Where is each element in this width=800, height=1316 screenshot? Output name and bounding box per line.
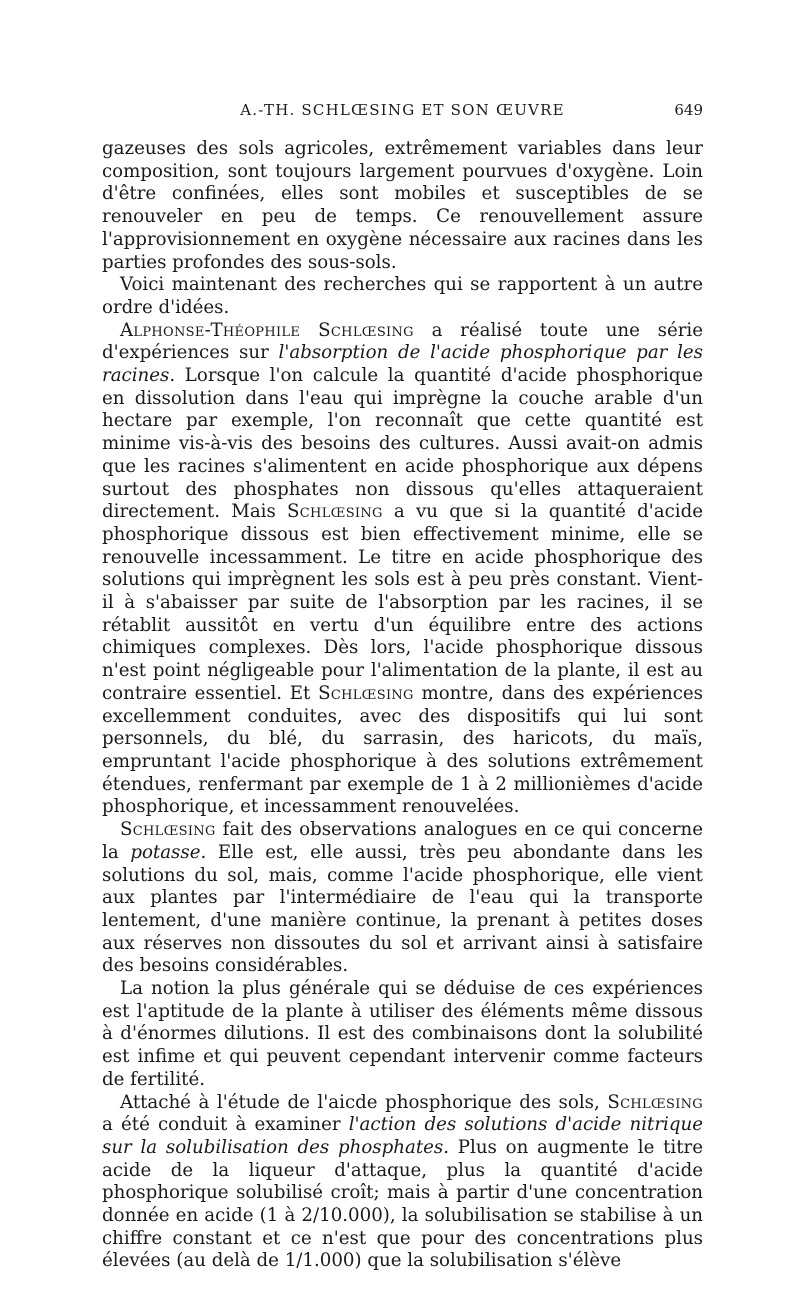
- paragraph-6-text-3: Plus on augmente le titre acide de la liqueur d'attaque, plus la quantité d'acide phosphorique solubilisé croît; mais à partir d'une concentration donnée en acide (1 à 2/10.000), la solubilisation se stabilise à un chiffre constant et ce n'est que pour des concentrations plus élevées (au delà de 1/1.000) que la solubilisation s'élève: [102, 1136, 703, 1272]
- paragraph-4-text-1: fait des observations analogues en ce qui concerne la: [102, 819, 703, 863]
- paragraph-1: [102, 138, 703, 274]
- paragraph-6-text-1: Attaché à l'étude de l'aicde phosphorique des sols,: [120, 1091, 608, 1113]
- paragraph-4-text-2: Elle est, elle aussi, très peu abondante dans les solutions du sol, mais, comme l'acide phosphorique, elle vient aux plantes par l'intermédiaire de l'eau qui la transporte lentement, d'une manière continue, la prenant à petites doses aux réserves non dissoutes du sol et arrivant ainsi à satisfaire des besoins considérables.: [102, 841, 703, 977]
- paragraph-1-text: gazeuses des sols agricoles, extrêmement variables dans leur composition, sont toujours largement pourvues d'oxygène. Loin d'être confinées, elles sont mobiles et susceptibles de se renouveler en peu de temps. Ce renouvellement assure l'approvisionnement en oxygène nécessaire aux racines dans les parties profondes des sous-sols.: [102, 138, 703, 273]
- page-header: [102, 101, 703, 123]
- paragraph-2-text: Voici maintenant des recherches qui se rapportent à un autre ordre d'idées.: [102, 274, 703, 318]
- author-name-smallcaps: Alphonse-Théophile Schlœsing: [120, 319, 414, 341]
- paragraph-3-text-1: a réalisé toute une série d'expériences sur: [102, 319, 704, 364]
- paragraph-6-text-2: a été conduit à examiner: [102, 1114, 349, 1136]
- paragraph-2: [102, 274, 703, 319]
- author-name-smallcaps: Schlœsing: [287, 501, 383, 523]
- author-name-smallcaps: Schlœsing: [318, 682, 414, 704]
- paragraph-4: [102, 819, 703, 978]
- italic-topic-phosphoric-absorption: l'absorption de l'acide phosphorique par les racines.: [102, 342, 703, 387]
- paragraph-3: [102, 320, 703, 819]
- italic-topic-nitric-acid-action: l'action des solutions d'acide nitrique sur la solubilisation des phosphates.: [102, 1114, 703, 1158]
- paragraph-6: [102, 1092, 703, 1274]
- paragraph-3-text-3: a vu que si la quantité d'acide phosphorique dissous est bien effectivement minime, elle se renouvelle incessamment. Le titre en acide phosphorique des solutions qui imprègnent les sols est à peu près constant. Vient-il à s'abaisser par suite de l'absorption par les racines, il se rétablit aussitôt en vertu d'un équilibre entre des actions chimiques complexes. Dès lors, l'acide phosphorique dissous n'est point négligeable pour l'alimentation de la plante, il est au contraire essentiel. Et: [102, 501, 703, 704]
- paragraph-3-text-4: montre, dans des expériences excellemment conduites, avec des dispositifs qui lui sont personnels, du blé, du sarrasin, des haricots, du maïs, empruntant l'acide phosphorique à des solutions extrêmement étendues, renfermant par exemple de 1 à 2 millionièmes d'acide phosphorique, et incessamment renouvelées.: [102, 682, 703, 818]
- body-text: [102, 138, 703, 1273]
- author-name-smallcaps: Schlœsing: [120, 819, 216, 841]
- page-number: 649: [674, 101, 703, 119]
- running-title: A.-TH. SCHLŒSING ET SON ŒUVRE: [240, 101, 565, 119]
- author-name-smallcaps: Schlœsing: [607, 1091, 703, 1113]
- paragraph-3-text-2: Lorsque l'on calcule la quantité d'acide phosphorique en dissolution dans l'eau qui imprègne la couche arable d'un hectare par exemple, l'on reconnaît que cette quantité est minime vis-à-vis des besoins des cultures. Aussi avait-on admis que les racines s'alimentent en acide phosphorique aux dépens surtout des phosphates non dissous qu'elles attaqueraient directement. Mais: [102, 365, 703, 523]
- italic-topic-potash: potasse.: [130, 841, 207, 863]
- paragraph-5-text: La notion la plus générale qui se déduise de ces expériences est l'aptitude de la plante à utiliser des éléments même dissous à d'énormes dilutions. Il est des combinaisons dont la solubilité est infime et qui peuvent cependant intervenir comme facteurs de fertilité.: [102, 978, 703, 1090]
- paragraph-5: [102, 978, 703, 1092]
